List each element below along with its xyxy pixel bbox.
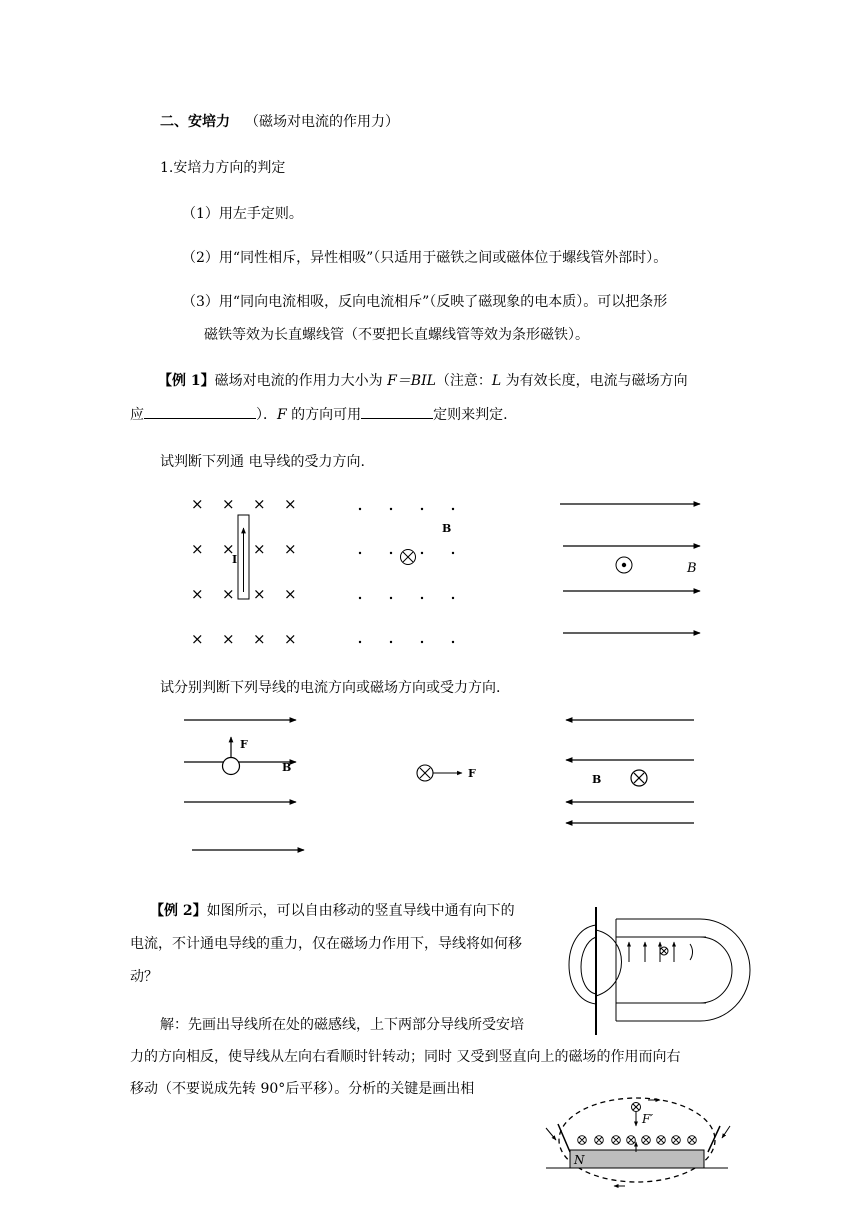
- svg-text:×: ×: [253, 540, 266, 558]
- svg-text:×: ×: [253, 630, 266, 648]
- svg-text:×: ×: [222, 630, 235, 648]
- label-B-1: B: [442, 522, 452, 535]
- example1-line2-end: 定则来判定.: [433, 407, 508, 423]
- svg-text:×: ×: [253, 495, 266, 513]
- bar-magnet-figure: [546, 1098, 730, 1186]
- label-B-2: B: [687, 561, 697, 576]
- example1-label: 【例 1】: [158, 373, 215, 389]
- example1-line2-mid: ）．: [256, 407, 277, 423]
- svg-text:×: ×: [253, 585, 266, 603]
- example2-text-1: 如图所示，可以自由移动的竖直导线中通有向下的: [206, 903, 515, 919]
- rule-2: （2）用“同性相斥，异性相吸”（只适用于磁铁之间或磁体位于螺线管外部时）。: [182, 250, 668, 266]
- diagram-x-field: [191, 495, 297, 648]
- solution-line3: 移动（不要说成先转 90°后平移）。分析的关键是画出相: [130, 1081, 475, 1097]
- rule-1: （1）用左手定则。: [182, 206, 303, 222]
- svg-text:×: ×: [284, 585, 297, 603]
- item1-title: 1.安培力方向的判定: [160, 160, 286, 176]
- diagram-6: [566, 720, 694, 823]
- example2-line1: [150, 901, 515, 921]
- svg-text:×: ×: [284, 540, 297, 558]
- rule-3-line1: （3）用“同向电流相吸，反向电流相斥”（反映了磁现象的电本质）。可以把条形: [182, 294, 668, 310]
- example1-text-b: （注意：: [435, 373, 492, 389]
- diagram-dot-field: [359, 508, 454, 643]
- label-I: I: [232, 553, 238, 566]
- label-F-1: F: [240, 738, 248, 751]
- italic-L: L: [491, 373, 502, 389]
- conductor-row: [578, 1136, 697, 1145]
- example1-line2-start: 应: [130, 407, 144, 423]
- solution-line1: 解：先画出导线所在处的磁感线，上下两部分导线所受安培: [160, 1017, 524, 1033]
- section-title: 二、安培力: [160, 114, 230, 130]
- svg-text:×: ×: [222, 585, 235, 603]
- svg-text:×: ×: [284, 630, 297, 648]
- example2-line2: 电流，不计通电导线的重力，仅在磁场力作用下，导线将如何移: [130, 936, 522, 952]
- example2-label: 【例 2】: [150, 903, 207, 919]
- svg-text:×: ×: [191, 585, 204, 603]
- diagram-5: [417, 765, 462, 781]
- label-F-prime: F′: [642, 1112, 654, 1126]
- svg-text:×: ×: [191, 540, 204, 558]
- into-page-wire-1: [401, 550, 416, 565]
- svg-text:×: ×: [191, 630, 204, 648]
- example1-text-a: 磁场对电流的作用力大小为: [214, 373, 388, 389]
- svg-text:×: ×: [191, 495, 204, 513]
- label-N: N: [574, 1153, 585, 1167]
- formula: F＝BIL: [387, 373, 436, 389]
- task1-text: 试判断下列通 电导线的受力方向.: [160, 454, 365, 470]
- solution-line2: 力的方向相反，使导线从左向右看顺时针转动；同时 又受到竖直向上的磁场的作用而向右: [130, 1049, 681, 1065]
- out-of-page-wire: [616, 557, 632, 573]
- label-B-4: B: [592, 773, 602, 786]
- task2-text: 试分别判断下列导线的电流方向或磁场方向或受力方向.: [160, 680, 501, 696]
- example1-line2-mid2: 的方向可用: [286, 407, 362, 423]
- section-subtitle: （磁场对电流的作用力）: [245, 114, 399, 130]
- italic-F: F: [277, 407, 287, 423]
- svg-text:×: ×: [222, 540, 235, 558]
- svg-text:×: ×: [284, 495, 297, 513]
- example1-text-c: 为有效长度，电流与磁场方向: [501, 373, 688, 389]
- label-B-3: B: [282, 761, 292, 774]
- u-magnet-figure: [569, 907, 750, 1035]
- rule-3-line2: 磁铁等效为长直螺线管（不要把长直螺线管等效为条形磁铁）。: [204, 327, 589, 343]
- label-F-2: F: [468, 767, 476, 780]
- svg-text:×: ×: [222, 495, 235, 513]
- example2-line3: 动？: [130, 969, 158, 985]
